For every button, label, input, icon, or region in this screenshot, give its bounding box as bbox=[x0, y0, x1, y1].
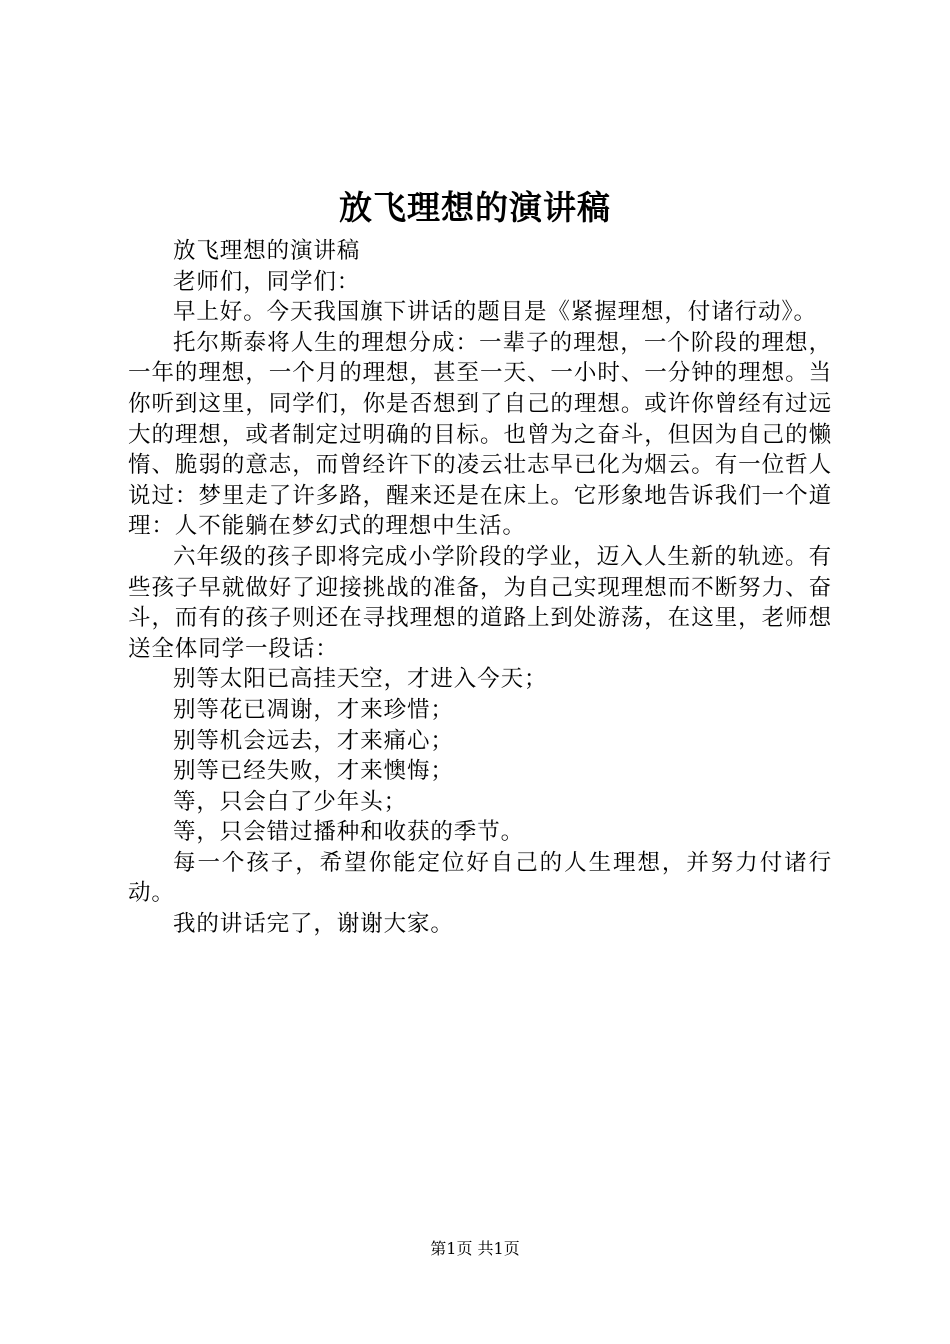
paragraph-line-6: 等，只会错过播种和收获的季节。 bbox=[173, 819, 525, 846]
paragraph-hope: 每一个孩子，希望你能定位好自己的人生理想，并努力付诸行动。 bbox=[128, 849, 832, 907]
paragraph-heading: 放飞理想的演讲稿 bbox=[173, 238, 361, 264]
paragraph-line-2: 别等花已凋谢，才来珍惜； bbox=[173, 696, 454, 723]
document-title: 放飞理想的演讲稿 bbox=[339, 188, 611, 227]
document-body bbox=[128, 236, 832, 940]
paragraph-line-4: 别等已经失败，才来懊悔； bbox=[173, 758, 454, 785]
paragraph-line-3: 别等机会远去，才来痛心； bbox=[173, 727, 454, 754]
paragraph-sixth-grade: 六年级的孩子即将完成小学阶段的学业，迈入人生新的轨迹。有些孩子早就做好了迎接挑战的准备，为自己实现理想而不断努力、奋斗，而有的孩子则还在寻找理想的道路上到处游荡，在这里，老师想送全体同学一段话： bbox=[128, 543, 832, 662]
page-footer: 第1页 共1页 bbox=[430, 1239, 520, 1258]
paragraph-closing: 我的讲话完了，谢谢大家。 bbox=[173, 911, 454, 938]
paragraph-greeting: 老师们，同学们： bbox=[173, 268, 361, 295]
paragraph-line-5: 等，只会白了少年头； bbox=[173, 788, 408, 815]
paragraph-tolstoy: 托尔斯泰将人生的理想分成：一辈子的理想，一个阶段的理想，一年的理想，一个月的理想，甚至一天、一小时、一分钟的理想。当你听到这里，同学们，你是否想到了自己的理想。或许你曾经有过远大的理想，或者制定过明确的目标。也曾为之奋斗，但因为自己的懒惰、脆弱的意志，而曾经许下的凌云壮志早已化为烟云。有一位哲人说过：梦里走了许多路，醒来还是在床上。它形象地告诉我们一个道理：人不能躺在梦幻式的理想中生活。 bbox=[128, 329, 832, 540]
paragraph-intro: 早上好。今天我国旗下讲话的题目是《紧握理想，付诸行动》。 bbox=[173, 299, 817, 326]
paragraph-line-1: 别等太阳已高挂天空，才进入今天； bbox=[173, 666, 548, 693]
